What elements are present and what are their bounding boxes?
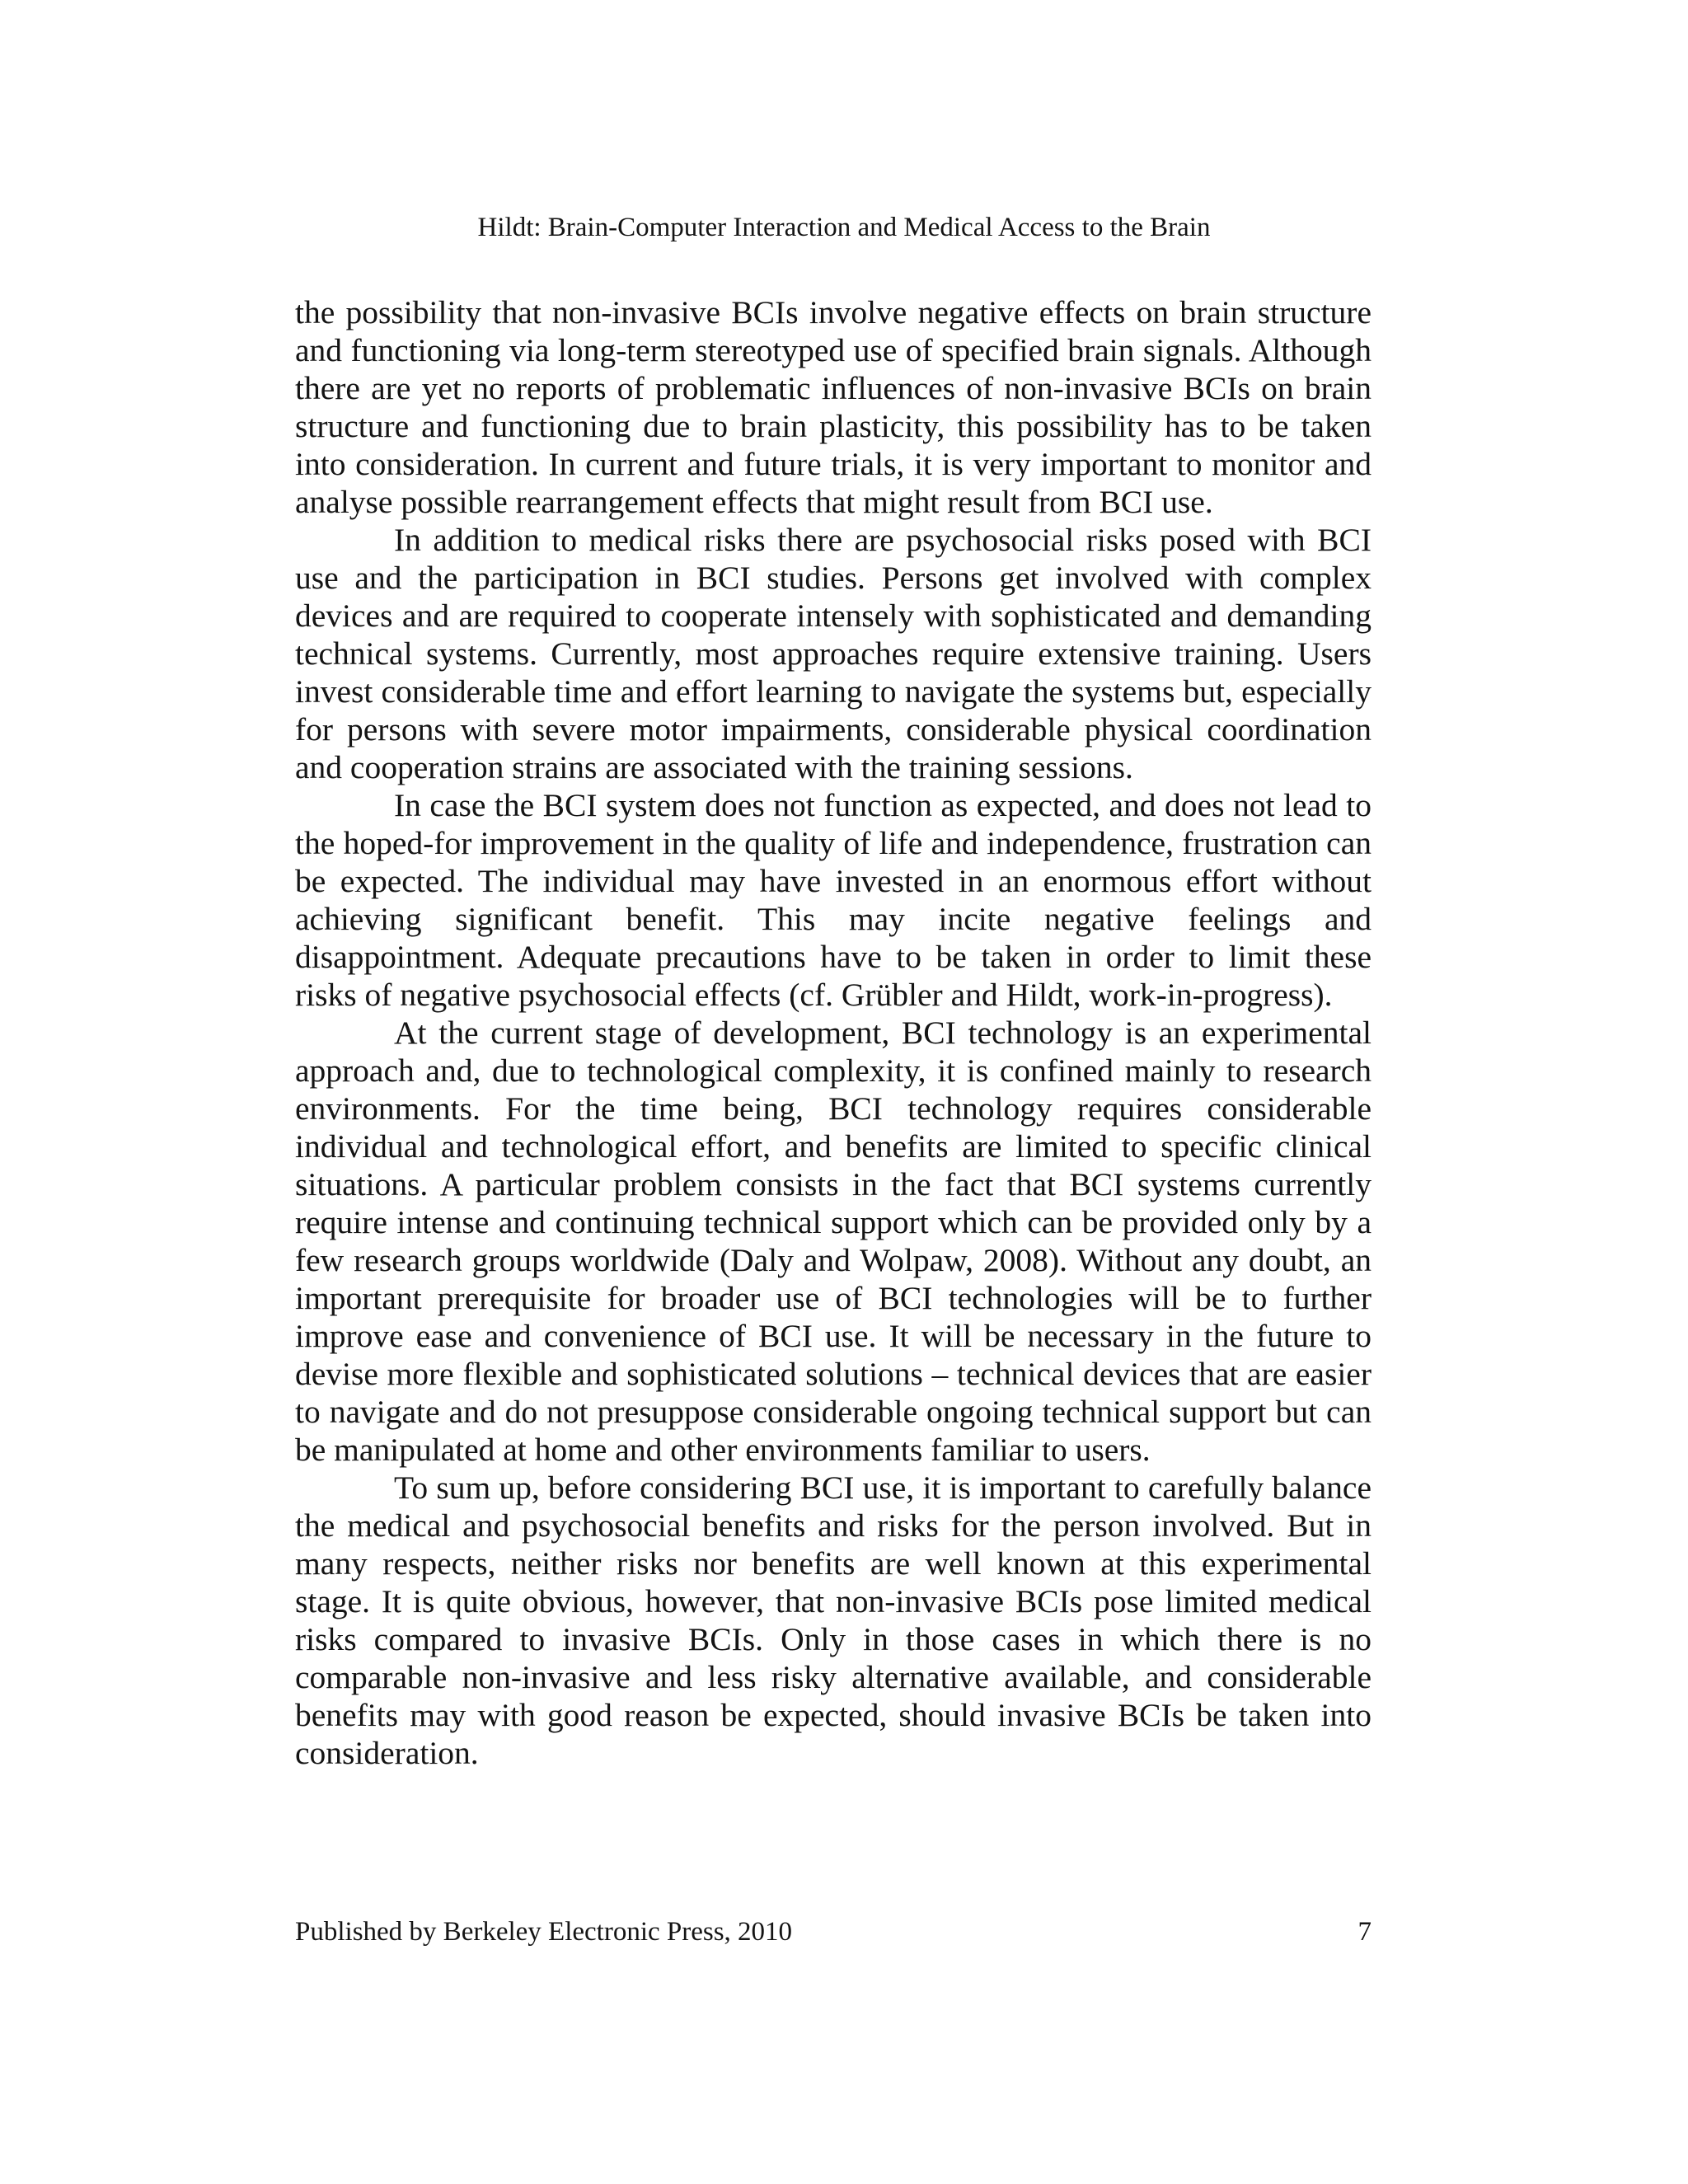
publisher-note: Published by Berkeley Electronic Press, 2010 [295,1917,793,1947]
paragraph-continued: the possibility that non-invasive BCIs involve negative effects on brain structure and functioning via long-term stereotyped use of specified brain signals. Although there are yet no reports of problematic influences of non-invasive BCIs on brain structure and functioning due to brain plasticity, this possibility has to be taken into consideration. In current and future trials, it is very important to monitor and analyse possible rearrangement effects that might result from BCI use. [295,294,1372,520]
paragraph-current-stage: At the current stage of development, BCI technology is an experimental approach and, due to technological complexity, it is confined mainly to research environments. For the time being, BCI technology requires considerable individual and technological effort, and benefits are limited to specific clinical situations. A particular problem consists in the fact that BCI systems currently require intense and continuing technical support which can be provided only by a few research groups worldwide (Daly and Wolpaw, 2008). Without any doubt, an important prerequisite for broader use of BCI technologies will be to further improve ease and convenience of BCI use. It will be necessary in the future to devise more flexible and sophisticated solutions – technical devices that are easier to navigate and do not presuppose considerable ongoing technical support but can be manipulated at home and other environments familiar to users. [295,1015,1372,1468]
page-number: 7 [1357,1917,1372,1947]
paragraph-summary: To sum up, before considering BCI use, it is important to carefully balance the medical and psychosocial benefits and risks for the person involved. But in many respects, neither risks nor benefits are well known at this experimental stage. It is quite obvious, however, that non-invasive BCIs pose limited medical risks compared to invasive BCIs. Only in those cases in which there is no comparable non-invasive and less risky alternative available, and considerable benefits may with good reason be expected, should invasive BCIs be taken into consideration. [295,1469,1372,1771]
paragraph-psychosocial-risks: In addition to medical risks there are psychosocial risks posed with BCI use and the participation in BCI studies. Persons get involved with complex devices and are required to cooperate intensely with sophisticated and demanding technical systems. Currently, most approaches require extensive training. Users invest considerable time and effort learning to navigate the systems but, especially for persons with severe motor impairments, considerable physical coordination and cooperation strains are associated with the training sessions. [295,522,1372,785]
running-header: Hildt: Brain-Computer Interaction and Medical Access to the Brain [477,213,1211,242]
body-text [295,293,1372,1772]
paragraph-frustration: In case the BCI system does not function as expected, and does not lead to the hoped-for improvement in the quality of life and independence, frustration can be expected. The individual may have invested in an enormous effort without achieving significant benefit. This may incite negative feelings and disappointment. Adequate precautions have to be taken in order to limit these risks of negative psychosocial effects (cf. Grübler and Hildt, work-in-progress). [295,787,1372,1013]
